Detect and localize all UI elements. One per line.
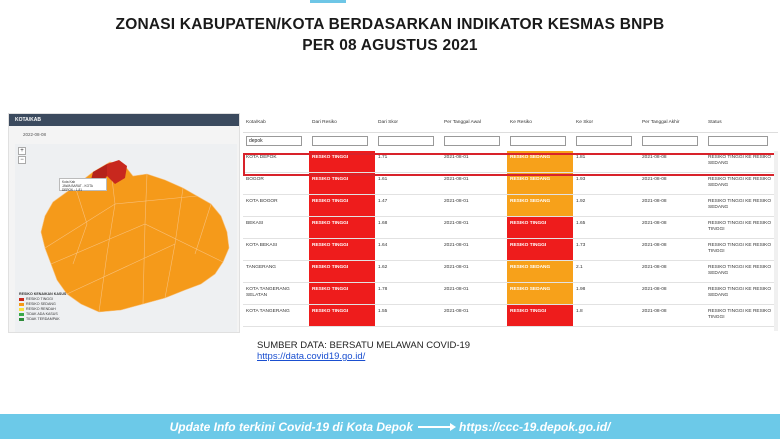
column-filter-input[interactable] [312, 136, 368, 146]
map-tooltip-title: Kota Kab [62, 180, 76, 184]
cell-dari-skor: 1.64 [378, 243, 388, 248]
map-legend-rows [19, 297, 66, 322]
legend-label: RESIKO TINGGI [26, 297, 53, 301]
source-link[interactable]: https://data.covid19.go.id/ [257, 351, 366, 362]
legend-swatch [19, 313, 24, 317]
map-area[interactable] [15, 144, 237, 333]
cell-ke-resiko: RESIKO TINGGI [507, 305, 573, 326]
cell-kota: KOTA BOGOR [246, 199, 278, 204]
arrow-right-icon [418, 426, 454, 428]
cell-tgl-akhir: 2021-08-08 [642, 309, 667, 314]
column-header[interactable]: Per Tanggal Akhir [642, 120, 680, 125]
cell-dari-resiko: RESIKO TINGGI [309, 261, 375, 282]
map-legend [19, 292, 66, 322]
cell-dari-resiko: RESIKO TINGGI [309, 173, 375, 194]
cell-tgl-akhir: 2021-08-08 [642, 265, 667, 270]
map-header-label: KOTA/KAB [15, 117, 42, 123]
top-accent-bar [310, 0, 346, 3]
cell-dari-resiko: RESIKO TINGGI [309, 239, 375, 260]
column-header[interactable]: Status [708, 120, 722, 125]
cell-dari-skor: 1.71 [378, 155, 388, 160]
table-row[interactable] [243, 305, 778, 327]
column-header[interactable]: Dari Resiko [312, 120, 337, 125]
cell-ke-skor: 1.92 [576, 199, 586, 204]
cell-kota: KOTA DEPOK [246, 155, 277, 160]
map-legend-title: RESIKO KENAIKAN KASUS [19, 292, 67, 296]
column-filter-input[interactable] [444, 136, 500, 146]
cell-ke-skor: 1.81 [576, 155, 586, 160]
footer-banner [0, 414, 780, 439]
cell-ke-resiko: RESIKO SEDANG [507, 195, 573, 216]
cell-ke-skor: 2.1 [576, 265, 583, 270]
cell-tgl-awal: 2021-08-01 [444, 177, 469, 182]
cell-tgl-awal: 2021-08-01 [444, 243, 469, 248]
cell-status: RESIKO TINGGI KE RESIKO SEDANG [708, 177, 772, 188]
column-filter-input[interactable] [708, 136, 768, 146]
cell-tgl-akhir: 2021-08-08 [642, 243, 667, 248]
cell-ke-skor: 1.93 [576, 177, 586, 182]
map-tooltip [59, 178, 107, 191]
cell-kota: TANGERANG [246, 265, 277, 270]
legend-item [19, 317, 66, 322]
banner-text: Update Info terkini Covid-19 di Kota Depok [169, 419, 413, 434]
map-date-selector[interactable]: 2022-08-08 [23, 132, 47, 137]
cell-dari-resiko: RESIKO TINGGI [309, 151, 375, 172]
legend-label: RESIKO SEDANG [26, 302, 56, 306]
cell-status: RESIKO TINGGI KE RESIKO TINGGI [708, 221, 772, 232]
column-filter-input[interactable] [378, 136, 434, 146]
cell-status: RESIKO TINGGI KE RESIKO SEDANG [708, 287, 772, 298]
map-panel-header [9, 114, 239, 126]
cell-dari-resiko: RESIKO TINGGI [309, 195, 375, 216]
cell-tgl-akhir: 2021-08-08 [642, 287, 667, 292]
cell-ke-resiko: RESIKO SEDANG [507, 261, 573, 282]
zoom-in-button[interactable]: + [18, 147, 26, 155]
table-row[interactable] [243, 195, 778, 217]
cell-dari-resiko: RESIKO TINGGI [309, 283, 375, 304]
cell-status: RESIKO TINGGI KE RESIKO SEDANG [708, 155, 772, 166]
legend-swatch [19, 298, 24, 302]
cell-kota: KOTA BEKASI [246, 243, 278, 248]
cell-ke-skor: 1.65 [576, 221, 586, 226]
legend-label: TIDAK TERDAMPAK [26, 317, 60, 321]
cell-tgl-awal: 2021-08-01 [444, 287, 469, 292]
cell-status: RESIKO TINGGI KE RESIKO SEDANG [708, 199, 772, 210]
legend-swatch [19, 303, 24, 307]
cell-tgl-awal: 2021-08-01 [444, 309, 469, 314]
page-title-line2: PER 08 AGUSTUS 2021 [302, 37, 478, 54]
cell-kota: KOTA TANGERANG SELATAN [246, 287, 290, 298]
cell-status: RESIKO TINGGI KE RESIKO TINGGI [708, 243, 772, 254]
column-header[interactable]: Ke Skor [576, 120, 594, 125]
cell-ke-resiko: RESIKO TINGGI [507, 217, 573, 238]
column-filter-input[interactable] [510, 136, 566, 146]
risk-table [243, 113, 778, 333]
map-tooltip-value: JAWA BARAT - KOTA DEPOK : 1.81 [62, 184, 93, 192]
cell-ke-resiko: RESIKO SEDANG [507, 173, 573, 194]
cell-kota: KOTA TANGERANG [246, 309, 290, 314]
cell-tgl-awal: 2021-08-01 [444, 199, 469, 204]
table-row[interactable] [243, 217, 778, 239]
cell-tgl-akhir: 2021-08-08 [642, 221, 667, 226]
cell-dari-skor: 1.62 [378, 265, 388, 270]
table-row[interactable] [243, 151, 778, 173]
column-header[interactable]: Per Tanggal Awal [444, 120, 481, 125]
column-header[interactable]: Kota/Kab [246, 120, 266, 125]
page-title [0, 14, 780, 56]
cell-tgl-awal: 2021-08-01 [444, 265, 469, 270]
legend-label: TIDAK ADA KASUS [26, 312, 58, 316]
legend-swatch [19, 318, 24, 322]
cell-status: RESIKO TINGGI KE RESIKO TINGGI [708, 309, 772, 320]
cell-tgl-akhir: 2021-08-08 [642, 177, 667, 182]
column-header[interactable]: Ke Resiko [510, 120, 532, 125]
cell-kota: BOGOR [246, 177, 264, 182]
cell-dari-skor: 1.78 [378, 287, 388, 292]
cell-ke-resiko: RESIKO TINGGI [507, 239, 573, 260]
legend-swatch [19, 308, 24, 312]
cell-kota: BEKASI [246, 221, 264, 226]
cell-dari-skor: 1.47 [378, 199, 388, 204]
page-title-line1: ZONASI KABUPATEN/KOTA BERDASARKAN INDIKATOR KESMAS BNPB [115, 16, 665, 33]
zoom-out-button[interactable]: − [18, 156, 26, 164]
column-filter-input[interactable] [642, 136, 698, 146]
column-filter-input[interactable] [246, 136, 302, 146]
cell-ke-skor: 1.73 [576, 243, 586, 248]
cell-ke-resiko: RESIKO SEDANG [507, 283, 573, 304]
cell-tgl-awal: 2021-08-01 [444, 221, 469, 226]
table-row[interactable] [243, 283, 778, 305]
cell-tgl-awal: 2021-08-01 [444, 155, 469, 160]
cell-tgl-akhir: 2021-08-08 [642, 199, 667, 204]
table-filters [243, 133, 778, 149]
cell-dari-resiko: RESIKO TINGGI [309, 305, 375, 326]
table-row[interactable] [243, 173, 778, 195]
table-row[interactable] [243, 239, 778, 261]
cell-dari-skor: 1.68 [378, 221, 388, 226]
cell-status: RESIKO TINGGI KE RESIKO SEDANG [708, 265, 772, 276]
source-text: SUMBER DATA: BERSATU MELAWAN COVID-19 [257, 340, 471, 351]
cell-ke-resiko: RESIKO SEDANG [507, 151, 573, 172]
cell-dari-resiko: RESIKO TINGGI [309, 217, 375, 238]
table-scrollbar[interactable] [774, 151, 778, 331]
map-panel [8, 113, 240, 333]
column-header[interactable]: Dari Skor [378, 120, 398, 125]
cell-ke-skor: 1.8 [576, 309, 583, 314]
table-row[interactable] [243, 261, 778, 283]
cell-tgl-akhir: 2021-08-08 [642, 155, 667, 160]
cell-dari-skor: 1.61 [378, 177, 388, 182]
banner-link[interactable]: https://ccc-19.depok.go.id/ [459, 419, 611, 434]
table-header [243, 113, 778, 133]
legend-label: RESIKO RENDAH [26, 307, 56, 311]
column-filter-input[interactable] [576, 136, 632, 146]
cell-ke-skor: 1.98 [576, 287, 586, 292]
cell-dari-skor: 1.55 [378, 309, 388, 314]
